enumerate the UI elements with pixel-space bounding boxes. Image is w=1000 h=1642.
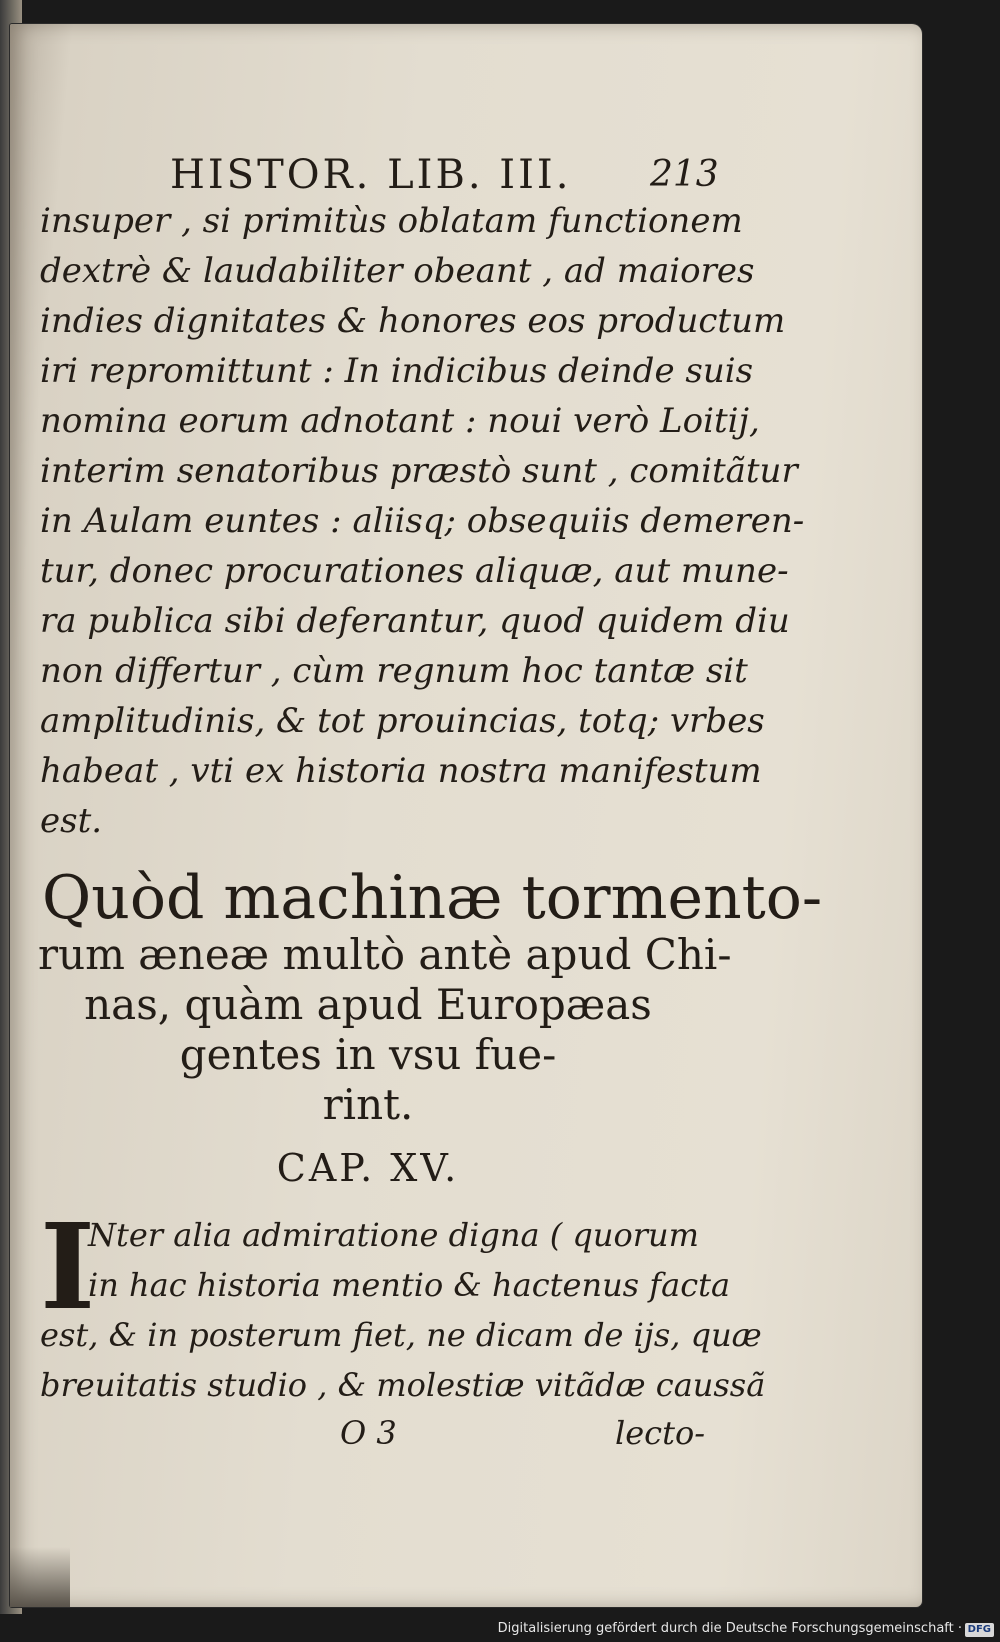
text-line: Nter alia admiratione digna ( quorum <box>88 1216 699 1254</box>
book-page <box>10 24 922 1607</box>
text-line: in hac historia mentio & hactenus facta <box>88 1266 731 1304</box>
text-line: ra publica sibi deferantur, quod quidem diu <box>40 601 790 641</box>
chapter-heading <box>38 863 823 1130</box>
running-head: HISTOR. LIB. III. <box>170 152 572 198</box>
text-line: tur, donec procurationes aliquæ, aut mune- <box>40 551 789 591</box>
chapter-paragraph <box>40 1197 766 1410</box>
digitization-credit: Digitalisierung gefördert durch die Deutsche Forschungsgemeinschaft · <box>497 1621 962 1636</box>
chapter-heading-line: Quòd machinæ tormento- <box>42 863 823 933</box>
folio-number: 213 <box>650 154 719 195</box>
signature-mark: O 3 <box>340 1414 397 1452</box>
text-line: habeat , vti ex historia nostra manifestum <box>40 751 762 791</box>
text-line: non differtur , cùm regnum hoc tantæ sit <box>40 651 748 691</box>
body-paragraph <box>40 196 805 846</box>
chapter-heading-line: gentes in vsu fue- <box>179 1030 557 1079</box>
text-line: indies dignitates & honores eos productum <box>40 301 786 341</box>
text-line: iri repromittunt : In indicibus deinde suis <box>40 351 754 391</box>
drop-initial: I <box>40 1197 96 1336</box>
catchword: lecto- <box>615 1414 706 1452</box>
text-line: insuper , si primitùs oblatam functionem <box>40 201 743 241</box>
chapter-number: CAP. XV. <box>276 1146 460 1190</box>
chapter-heading-line: rint. <box>322 1080 414 1129</box>
chapter-heading-line: rum æneæ multò antè apud Chi- <box>38 930 732 979</box>
chapter-heading-line: nas, quàm apud Europæas <box>84 980 652 1029</box>
footer-bar <box>0 1614 1000 1642</box>
text-line: dextrè & laudabiliter obeant , ad maiores <box>40 251 755 291</box>
page-stack-shadow <box>10 1547 70 1607</box>
text-line: amplitudinis, & tot prouincias, totq; vrbes <box>40 701 765 741</box>
dfg-logo-icon: DFG <box>965 1623 994 1637</box>
text-line: nomina eorum adnotant : noui verò Loitij, <box>40 401 760 441</box>
text-line: interim senatoribus præstò sunt , comitãtur <box>40 451 798 491</box>
text-line: est. <box>40 801 103 841</box>
text-line: est, & in posterum fiet, ne dicam de ijs, quæ <box>40 1316 762 1354</box>
text-line: in Aulam euntes : aliisq; obsequiis demeren- <box>40 501 805 541</box>
text-line: breuitatis studio , & molestiæ vitãdæ caussã <box>40 1366 766 1404</box>
